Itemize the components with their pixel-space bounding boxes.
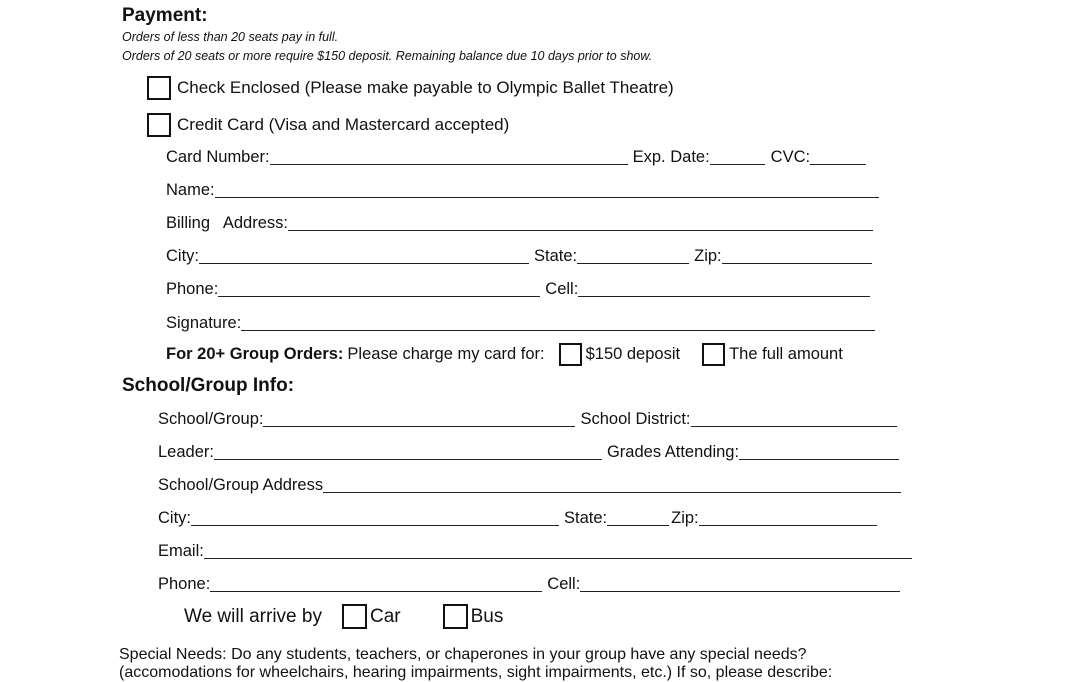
payment-state-label: State: <box>534 247 578 265</box>
payment-city-row <box>166 245 872 267</box>
deposit-label: $150 deposit <box>585 345 681 363</box>
school-city-label: City: <box>158 509 191 527</box>
payment-note-2: Orders of 20 seats or more require $150 deposit. Remaining balance due 10 days prior to show. <box>122 49 653 63</box>
school-phone-field[interactable] <box>210 575 542 592</box>
credit-card-label: Credit Card (Visa and Mastercard accepted) <box>177 115 510 134</box>
bus-label: Bus <box>470 605 504 627</box>
arrival-row <box>184 604 503 629</box>
grades-label: Grades Attending: <box>606 443 740 461</box>
signature-field[interactable] <box>241 314 875 331</box>
school-address-field[interactable] <box>323 476 901 493</box>
payment-city-field[interactable] <box>199 247 529 264</box>
card-number-label: Card Number: <box>166 148 270 166</box>
school-address-label: School/Group Address <box>158 476 324 494</box>
check-enclosed-label: Check Enclosed (Please make payable to Olympic Ballet Theatre) <box>177 78 674 97</box>
school-zip-field[interactable] <box>699 509 877 526</box>
group-order-heading: For 20+ Group Orders: <box>166 345 344 363</box>
payment-phone-field[interactable] <box>218 280 540 297</box>
arrive-label: We will arrive by <box>184 605 322 627</box>
leader-row <box>158 441 899 463</box>
credit-card-checkbox[interactable] <box>147 113 171 137</box>
name-row <box>166 179 879 201</box>
billing-address-label: Billing Address: <box>166 214 288 232</box>
car-label: Car <box>369 605 401 627</box>
signature-row <box>166 312 875 334</box>
payment-zip-label: Zip: <box>694 247 722 265</box>
name-field[interactable] <box>215 181 879 198</box>
check-enclosed-checkbox[interactable] <box>147 76 171 100</box>
school-city-field[interactable] <box>191 509 559 526</box>
school-address-row <box>158 474 901 496</box>
school-heading: School/Group Info: <box>122 375 295 396</box>
school-cell-label: Cell: <box>547 575 581 593</box>
billing-address-field[interactable] <box>288 214 873 231</box>
district-label: School District: <box>580 410 691 428</box>
payment-note-1: Orders of less than 20 seats pay in full. <box>122 30 339 44</box>
payment-city-label: City: <box>166 247 199 265</box>
credit-card-option[interactable] <box>147 113 509 137</box>
email-row <box>158 540 912 562</box>
special-needs-question: Special Needs: Do any students, teachers, or chaperones in your group have any special needs? <box>119 646 807 663</box>
deposit-checkbox[interactable] <box>559 343 582 366</box>
special-needs-description: (accomodations for wheelchairs, hearing impairments, sight impairments, etc.) If so, please describe: <box>119 664 833 681</box>
payment-cell-label: Cell: <box>545 280 579 298</box>
school-zip-label: Zip: <box>671 509 699 527</box>
full-amount-checkbox[interactable] <box>702 343 725 366</box>
leader-field[interactable] <box>214 443 602 460</box>
car-checkbox[interactable] <box>342 604 367 629</box>
payment-phone-row <box>166 278 870 300</box>
school-state-field[interactable] <box>607 509 669 526</box>
school-phone-label: Phone: <box>158 575 211 593</box>
payment-state-field[interactable] <box>577 247 689 264</box>
cvc-field[interactable] <box>810 148 866 165</box>
school-city-row <box>158 507 877 529</box>
group-order-text: Please charge my card for: <box>347 345 545 363</box>
district-field[interactable] <box>691 410 897 427</box>
signature-label: Signature: <box>166 314 242 332</box>
exp-date-label: Exp. Date: <box>632 148 710 166</box>
grades-field[interactable] <box>739 443 899 460</box>
payment-phone-label: Phone: <box>166 280 219 298</box>
card-number-row <box>166 146 866 168</box>
name-label: Name: <box>166 181 215 199</box>
payment-cell-field[interactable] <box>578 280 870 297</box>
email-field[interactable] <box>204 542 912 559</box>
group-order-row <box>166 343 843 366</box>
payment-heading: Payment: <box>122 5 208 26</box>
full-amount-label: The full amount <box>729 345 843 363</box>
cvc-label: CVC: <box>770 148 811 166</box>
leader-label: Leader: <box>158 443 214 461</box>
payment-zip-field[interactable] <box>722 247 872 264</box>
card-number-field[interactable] <box>270 148 628 165</box>
check-enclosed-option[interactable] <box>147 76 674 100</box>
bus-checkbox[interactable] <box>443 604 468 629</box>
exp-date-field[interactable] <box>710 148 765 165</box>
school-field[interactable] <box>263 410 575 427</box>
email-label: Email: <box>158 542 204 560</box>
school-label: School/Group: <box>158 410 264 428</box>
school-row <box>158 408 897 430</box>
billing-address-row <box>166 212 873 234</box>
school-state-label: State: <box>564 509 608 527</box>
school-cell-field[interactable] <box>580 575 900 592</box>
school-phone-row <box>158 573 900 595</box>
